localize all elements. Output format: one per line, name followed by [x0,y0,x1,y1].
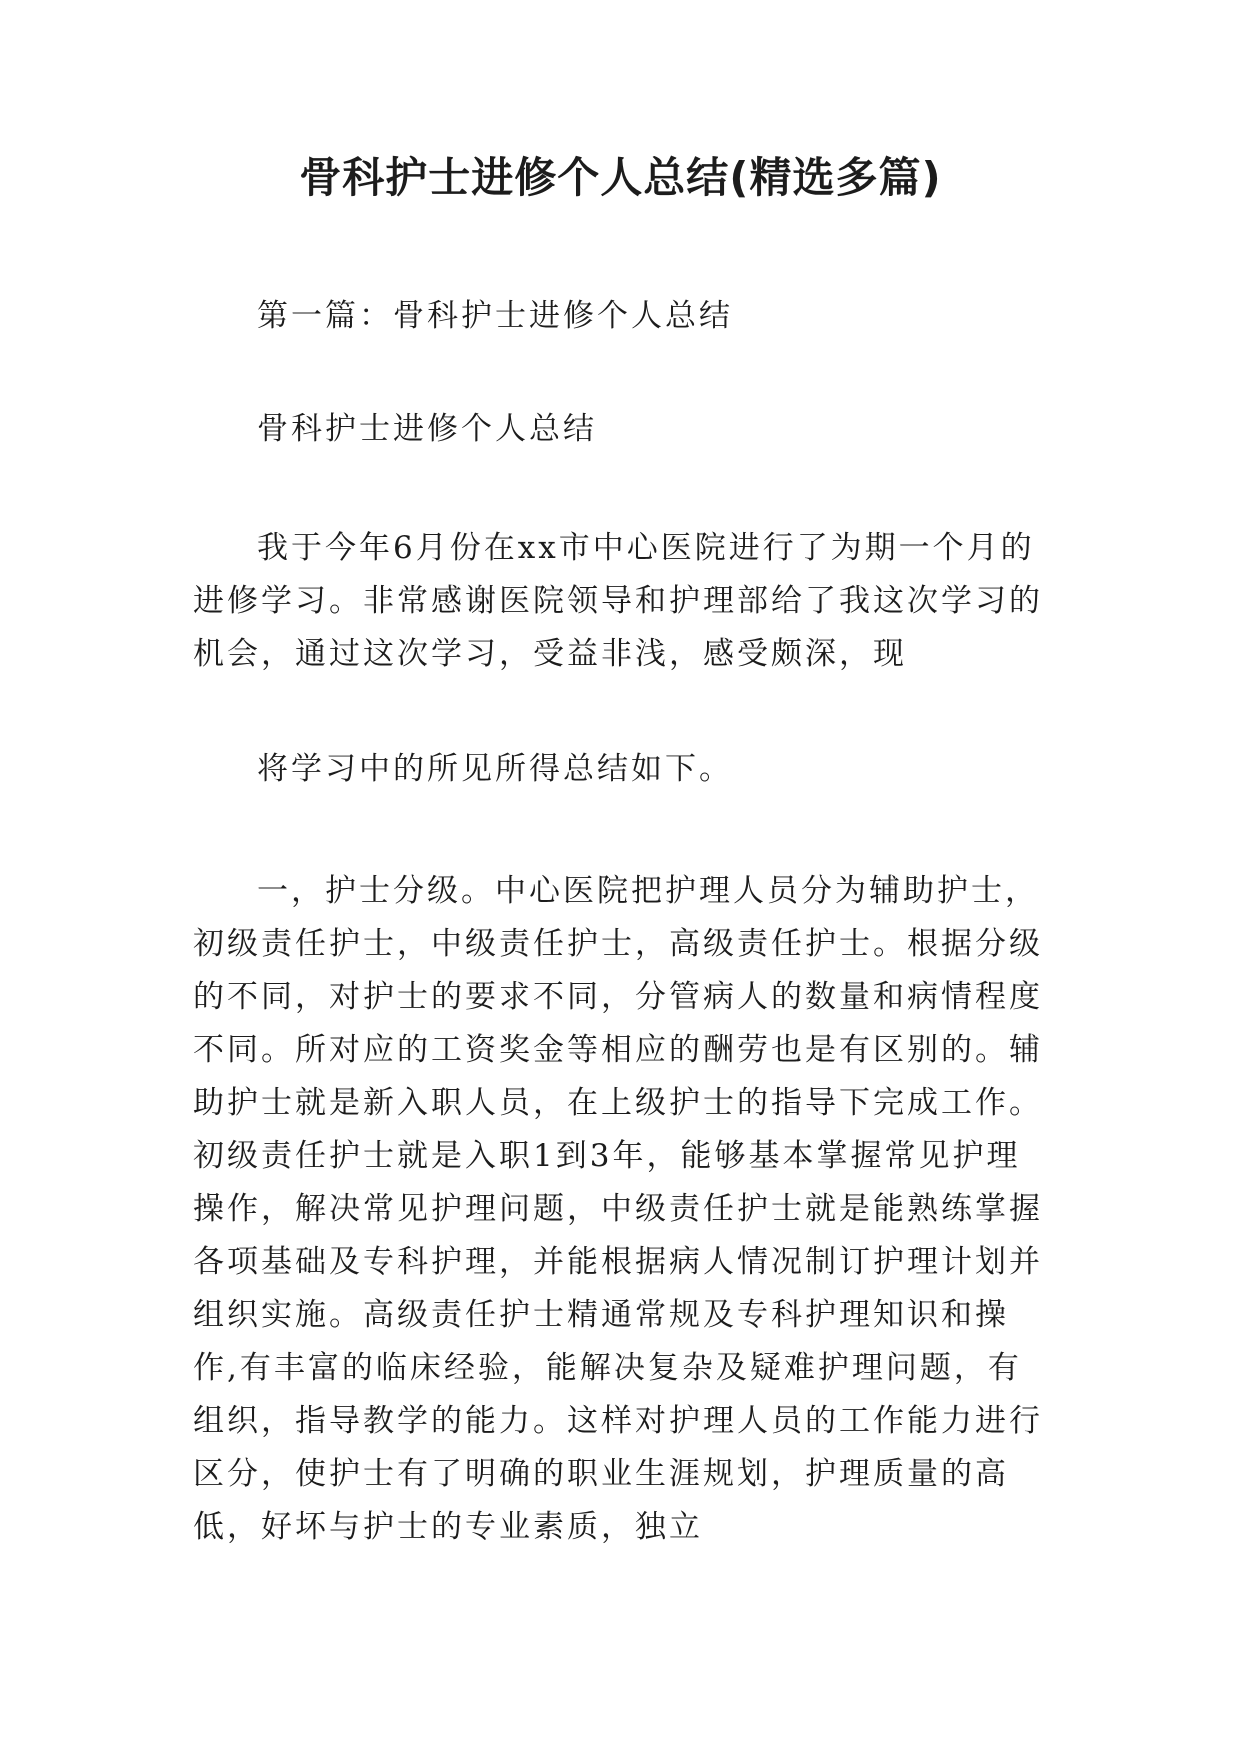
document-title: 骨科护士进修个人总结(精选多篇) [299,153,942,202]
body-paragraph: 一，护士分级。中心医院把护理人员分为辅助护士，初级责任护士，中级责任护士，高级责任护士。根据分级的不同，对护士的要求不同，分管病人的数量和病情程度不同。所对应的工资奖金等相应的酬劳也是有区别的。辅助护士就是新入职人员，在上级护士的指导下完成工作。初级责任护士就是入职1到3年，能够基本掌握常见护理操作，解决常见护理问题，中级责任护士就是能熟练掌握各项基础及专科护理，并能根据病人情况制订护理计划并组织实施。高级责任护士精通常规及专科护理知识和操作,有丰富的临床经验，能解决复杂及疑难护理问题，有组织，指导教学的能力。这样对护理人员的工作能力进行区分，使护士有了明确的职业生涯规划，护理质量的高低，好坏与护士的专业素质，独立 [193,873,1043,1545]
subtitle: 骨科护士进修个人总结 [257,411,597,447]
body-paragraph: 将学习中的所见所得总结如下。 [257,751,733,787]
section-heading: 第一篇：骨科护士进修个人总结 [257,298,733,334]
body-paragraph: 我于今年6月份在xx市中心医院进行了为期一个月的进修学习。非常感谢医院领导和护理部给了我这次学习的机会，通过这次学习，受益非浅，感受颇深，现 [193,530,1043,672]
